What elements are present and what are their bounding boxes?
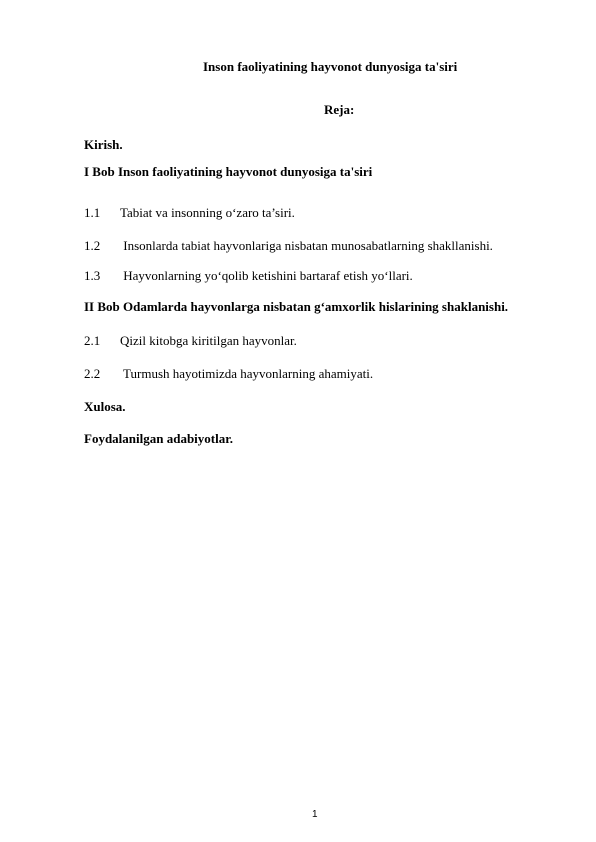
list-item [84,205,295,221]
item-text: Insonlarda tabiat hayvonlariga nisbatan munosabatlarning shakllanishi. [120,238,493,253]
item-text: Turmush hayotimizda hayvonlarning ahamiyati. [120,366,374,381]
list-item [84,333,297,349]
intro-heading: Kirish. [84,137,123,152]
plan-heading: Reja: [324,102,355,117]
item-number: 1.3 [84,268,101,283]
item-number: 2.1 [84,333,101,348]
chapter2-heading: II Bob Odamlarda hayvonlarga nisbatan g‘amxorlik hislarining shaklanishi. [84,299,509,314]
item-text: Hayvonlarning yo‘qolib ketishini bartaraf etish yo‘llari. [120,268,413,283]
conclusion-heading: Xulosa. [84,399,126,414]
list-item [84,366,373,382]
item-text: Tabiat va insonning o‘zaro ta’siri. [120,205,295,220]
chapter1-heading: I Bob Inson faoliyatining hayvonot dunyosiga ta'siri [84,164,373,179]
references-heading: Foydalanilgan adabiyotlar. [84,431,234,446]
document-title: Inson faoliyatining hayvonot dunyosiga ta'siri [203,59,458,74]
list-item [84,238,493,254]
page-number: 1 [312,809,318,820]
list-item [84,268,413,284]
item-number: 1.2 [84,238,101,253]
item-text: Qizil kitobga kiritilgan hayvonlar. [120,333,297,348]
item-number: 2.2 [84,366,101,381]
item-number: 1.1 [84,205,101,220]
